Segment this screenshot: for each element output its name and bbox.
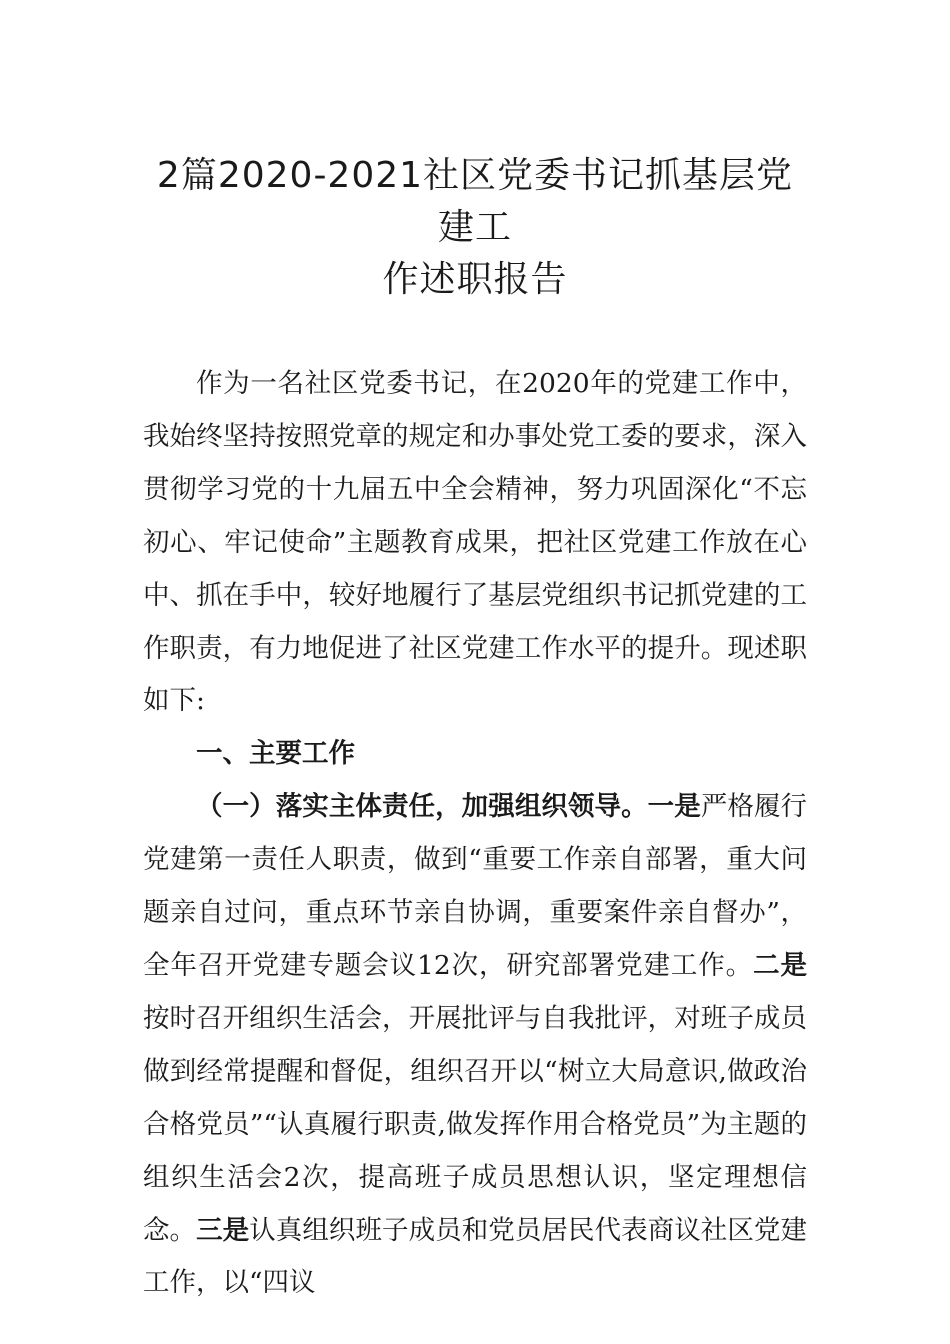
- point-text-1: 严格履行党建第一责任人职责，做到“重要工作亲自部署，重大问题亲自过问，重点环节亲自协调，重要案件亲自督办”，全年召开党建专题会议12次，研究部署党建工作。: [143, 791, 808, 981]
- title-line-1: 2篇2020-2021社区党委书记抓基层党建工: [156, 155, 794, 248]
- point-text-2: 按时召开组织生活会，开展批评与自我批评，对班子成员做到经常提醒和督促，组织召开以“树立大局意识,做政治合格党员”“认真履行职责,做发挥作用合格党员”为主题的组织生活会2次，提高班子成员思想认识，坚定理想信念。: [143, 1002, 807, 1246]
- point-keyword-2: 二是: [753, 949, 807, 981]
- subsection-lead: （一）落实主体责任，加强组织领导。: [196, 791, 648, 823]
- title-line-2: 作述职报告: [382, 259, 568, 300]
- document-body: [143, 358, 807, 1310]
- point-text-3: 认真组织班子成员和党员居民代表商议社区党建工作，以“四议: [143, 1214, 807, 1299]
- section-heading-main-work: 一、主要工作: [196, 738, 355, 770]
- document-title: [140, 150, 810, 306]
- subsection-paragraph-1: [143, 781, 807, 1310]
- point-keyword-1: 一是: [647, 791, 701, 823]
- point-keyword-3: 三是: [196, 1214, 250, 1246]
- intro-paragraph: 作为一名社区党委书记，在2020年的党建工作中，我始终坚持按照党章的规定和办事处党工委的要求，深入贯彻学习党的十九届五中全会精神，努力巩固深化“不忘初心、牢记使命”主题教育成果，把社区党建工作放在心中、抓在手中，较好地履行了基层党组织书记抓党建的工作职责，有力地促进了社区党建工作水平的提升。现述职如下:: [143, 368, 807, 717]
